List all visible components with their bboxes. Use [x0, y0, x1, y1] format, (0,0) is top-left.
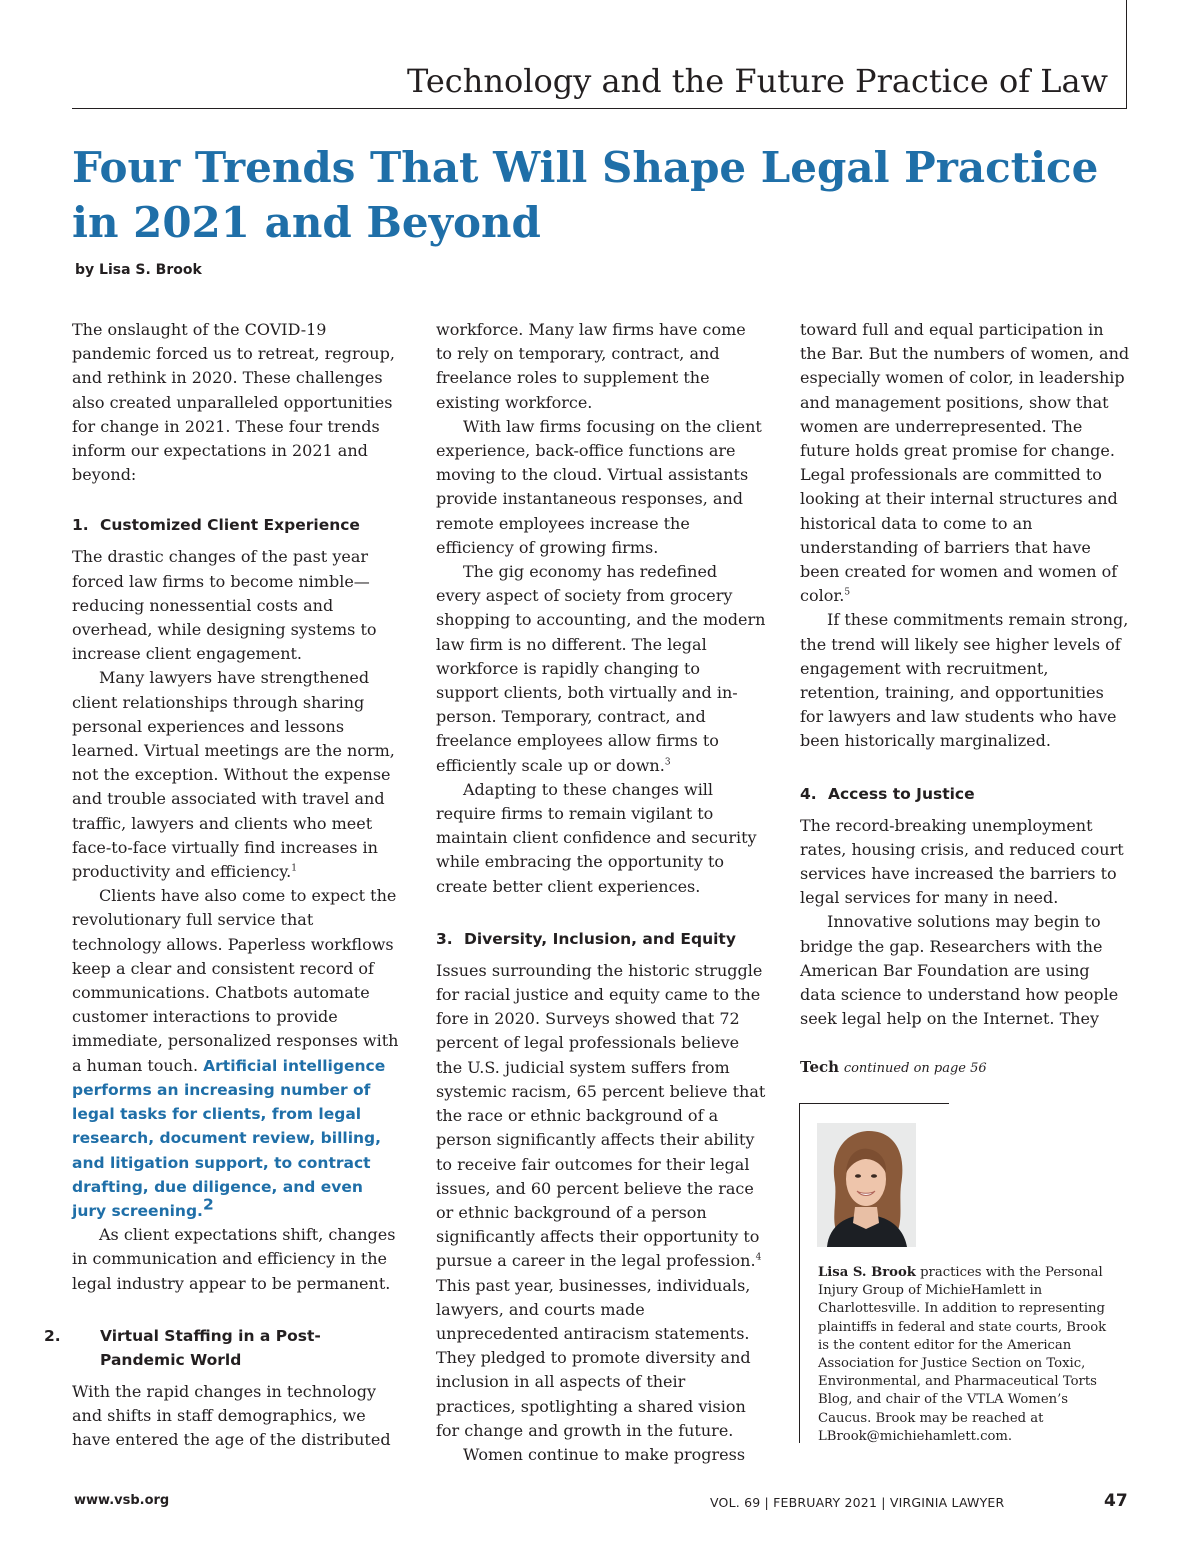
section-heading-1 — [72, 513, 402, 537]
paragraph — [436, 560, 766, 778]
footer-website-link[interactable]: www.vsb.org — [74, 1493, 170, 1508]
paragraph: The onslaught of the COVID-19 pandemic forced us to retreat, regroup, and rethink in 2020. These challenges also created unparalleled opportunities for change in 2021. These four trends inform our expectations in 2021 and beyond: — [72, 320, 395, 485]
page-number: 47 — [1104, 1491, 1128, 1511]
continued-text: continued on page 56 — [843, 1061, 987, 1077]
section-heading-2 — [44, 1324, 402, 1372]
heading-number: 4. — [800, 784, 817, 803]
footnote-ref: 1 — [291, 863, 297, 874]
column-1 — [44, 318, 402, 1452]
paragraph: With law firms focusing on the client experience, back-office functions are moving to the cloud. Virtual assistants provide instantaneous responses, and remote employees increase the efficiency of growing firms. — [436, 416, 762, 557]
paragraph: Women continue to make progress — [463, 1444, 746, 1464]
author-bio — [818, 1264, 1118, 1446]
paragraph: Adapting to these changes will require firms to remain vigilant to maintain client confidence and security while embracing the opportunity to create better client experiences. — [436, 779, 757, 896]
footnote-ref: 5 — [844, 587, 851, 598]
heading-text: Diversity, Inclusion, and Equity — [464, 929, 736, 948]
paragraph: The drastic changes of the past year forced law firms to become nimble—reducing nonessential costs and overhead, while designing systems to increase client engagement. — [72, 547, 377, 664]
footnote-ref: 3 — [664, 757, 671, 768]
author-photo — [817, 1123, 916, 1247]
paragraph-text: Issues surrounding the historic struggle for racial justice and equity came to the fore in 2020. Surveys showed that 72 percent of legal professionals believe the U.S. judicial system suffers from systemic racism, 65 percent believe that the race or ethnic background of a person significantly affects their ability to receive fair outcomes for their legal issues, and 60 percent believe the race or ethnic background of a person significantly affects their opportunity to pursue a career in the legal profession. — [436, 960, 766, 1271]
column-2 — [436, 318, 766, 1467]
heading-text: Virtual Staffing in a Post-Pandemic World — [100, 1326, 321, 1369]
paragraph-text: Clients have also come to expect the revolutionary full service that technology allows. Paperless workflows keep a clear and consistent record of communications. Chatbots automate customer interactions to provide immediate, personalized responses with a human touch. — [72, 886, 399, 1075]
bio-text: practices with the Personal Injury Group of MichieHamlett in Charlottesville. In addition to representing plaintiffs in federal and state courts, Brook is the content editor for the American Association for Justice Section on Toxic, Environmental, and Pharmaceutical Torts Blog, and chair of the VTLA Women’s Caucus. Brook may be reached at LBrook@michiehamlett.com. — [818, 1265, 1107, 1444]
column-3 — [800, 318, 1130, 1082]
header-vertical-rule — [1126, 0, 1127, 108]
paragraph: workforce. Many law firms have come to rely on temporary, contract, and freelance roles to supplement the existing workforce. — [436, 320, 746, 412]
author-portrait-illustration — [817, 1123, 916, 1247]
paragraph — [72, 884, 402, 1223]
paragraph — [800, 318, 1130, 608]
footnote-ref: 4 — [755, 1252, 762, 1263]
paragraph: As client expectations shift, changes in communication and efficiency in the legal industry appear to be permanent. — [72, 1225, 396, 1293]
paragraph: Innovative solutions may begin to bridge the gap. Researchers with the American Bar Foundation are using data science to understand how people seek legal help on the Internet. They — [800, 912, 1119, 1029]
continued-note — [800, 1055, 1130, 1081]
paragraph: If these commitments remain strong, the trend will likely see higher levels of engagement with recruitment, retention, training, and opportunities for lawyers and law students who have been historically marginalized. — [800, 610, 1129, 751]
article-title: Four Trends That Will Shape Legal Practice in 2021 and Beyond — [72, 143, 1099, 247]
section-heading-4 — [800, 782, 1130, 806]
heading-text: Customized Client Experience — [100, 516, 360, 535]
heading-number: 2. — [44, 1326, 61, 1345]
paragraph-text: The gig economy has redefined every aspect of society from grocery shopping to accounting, and the modern law firm is no different. The legal workforce is rapidly changing to support clients, both virtually and in-person. Temporary, contract, and freelance employees allow firms to efficiently scale up or down. — [436, 562, 766, 775]
paragraph — [436, 959, 766, 1443]
author-name: Lisa S. Brook — [818, 1265, 916, 1280]
heading-text: Access to Justice — [828, 784, 975, 803]
section-heading-3 — [436, 927, 766, 951]
bio-box-top-rule — [799, 1103, 949, 1104]
heading-number: 1. — [72, 516, 89, 535]
continued-label: Tech — [800, 1058, 840, 1077]
paragraph-text: toward full and equal participation in the Bar. But the numbers of women, and especially women of color, in leadership and management positions, show that women are underrepresented. The future holds great promise for change. Legal professionals are committed to looking at their internal structures and historical data to come to an understanding of barriers that have been created for women and women of color. — [800, 320, 1130, 606]
paragraph: The record-breaking unemployment rates, housing crisis, and reduced court services have increased the barriers to legal services for many in need. — [800, 815, 1124, 908]
highlighted-text: Artificial intelligence performs an increasing number of legal tasks for clients, from legal research, document review, billing, and litigation support, to contract drafting, due diligence, and even jury screening. — [72, 1056, 386, 1220]
bio-box-left-rule — [799, 1103, 800, 1443]
header-horizontal-rule — [72, 108, 1127, 109]
paragraph — [72, 666, 402, 884]
byline: by Lisa S. Brook — [75, 262, 202, 278]
footnote-ref: 2 — [202, 1195, 214, 1214]
footer-publication-info: VOL. 69 | FEBRUARY 2021 | VIRGINIA LAWYER — [710, 1495, 1005, 1510]
paragraph-text: Many lawyers have strengthened client relationships through sharing personal experiences and lessons learned. Virtual meetings are the norm, not the exception. Without the expense and trouble associated with travel and traffic, lawyers and clients who meet face-to-face virtually find increases in productivity and efficiency. — [72, 668, 395, 882]
heading-number: 3. — [436, 929, 453, 948]
paragraph: With the rapid changes in technology and shifts in staff demographics, we have entered the age of the distributed — [72, 1381, 391, 1450]
section-title: Technology and the Future Practice of Law — [407, 62, 1108, 100]
paragraph-text: This past year, businesses, individuals, lawyers, and courts made unprecedented antiracism statements. They pledged to promote diversity and inclusion in all aspects of their practices, spotlighting a shared vision for change and growth in the future. — [436, 1275, 751, 1440]
